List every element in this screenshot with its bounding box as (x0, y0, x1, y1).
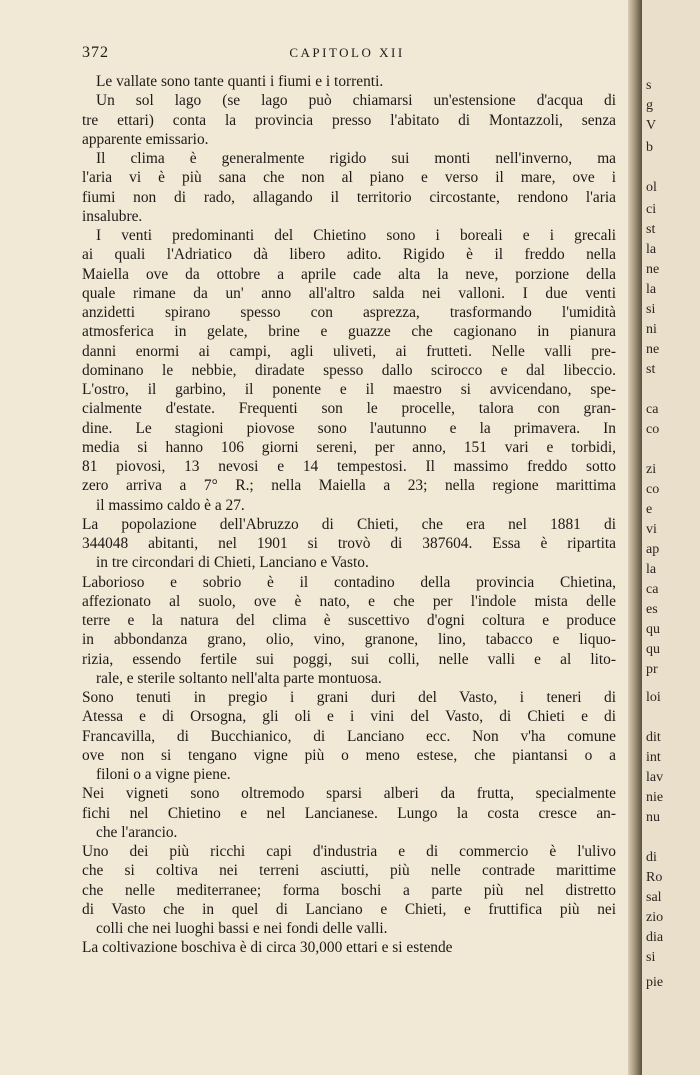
text-line: in abbondanza grano, olio, vino, granone, lino, tabacco e liquo- (82, 631, 616, 649)
facing-page-fragment: dit (646, 730, 661, 745)
text-line: che l'arancio. (96, 823, 178, 841)
facing-page-fragment: loi (646, 690, 661, 705)
facing-page-fragment: V (646, 118, 657, 133)
facing-page-fragment: si (646, 302, 656, 317)
facing-page-fragment: e (646, 502, 653, 517)
facing-page-fragment: Ro (646, 870, 663, 885)
text-line: il massimo caldo è a 27. (96, 496, 245, 514)
facing-page-fragment: st (646, 362, 656, 377)
text-line: dine. Le stagioni piovose sono l'autunno e la primavera. In (82, 419, 616, 437)
facing-page-fragment: s (646, 78, 652, 93)
facing-page-fragment: ca (646, 402, 659, 417)
text-line: in tre circondari di Chieti, Lanciano e Vasto. (96, 554, 369, 572)
text-line: quale rimane da un' anno all'altro salda nei valloni. I due venti (82, 284, 616, 302)
facing-page-fragment: di (646, 850, 657, 865)
facing-page-fragment: la (646, 242, 657, 257)
text-line: dominano le nebbie, diradate spesso dallo scirocco e dal libeccio. (82, 361, 616, 379)
text-line: l'aria vi è più sana che non al piano e verso il mare, ove i (82, 169, 616, 187)
text-line: Francavilla, di Bucchianico, di Lanciano ecc. Non v'ha comune (82, 727, 616, 745)
text-line: 344048 abitanti, nel 1901 si trovò di 387604. Essa è ripartita (82, 535, 616, 552)
text-line: danni enormi ai campi, agli uliveti, ai frutteti. Nelle valli pre- (82, 342, 616, 360)
facing-page-fragment: la (646, 282, 657, 297)
chapter-title: CAPITOLO XII (289, 45, 405, 60)
facing-page-fragment: dia (646, 930, 664, 945)
facing-page-fragment: la (646, 562, 657, 577)
facing-page-fragment: es (646, 602, 658, 617)
facing-page-fragment: co (646, 422, 660, 437)
text-line: La coltivazione boschiva è di circa 30,000 ettari e si estende (82, 939, 453, 957)
text-line: L'ostro, il garbino, il ponente e il maestro si avvicendano, spe- (82, 381, 616, 398)
running-head (82, 44, 612, 66)
text-line: fiumi non di rado, allagando il territorio circostante, rendono l'aria (82, 188, 616, 206)
text-line: insalubre. (82, 207, 143, 225)
facing-page-fragment: g (646, 98, 653, 113)
text-line: ove non si tengano vigne più o meno estese, che piantansi o a (82, 746, 616, 764)
facing-page-fragment: int (646, 750, 661, 765)
text-line: apparente emissario. (82, 130, 209, 148)
text-line: affezionato al suolo, ove è nato, e che per l'indole mista delle (82, 592, 616, 610)
text-line: ai quali l'Adriatico dà libero adito. Rigido è il freddo nella (82, 246, 616, 264)
facing-page-fragment: co (646, 482, 660, 497)
facing-page-fragment: zio (646, 910, 664, 925)
text-line: Atessa e di Orsogna, gli oli e i vini del Vasto, di Chieti e di (82, 708, 616, 726)
text-line: di Vasto che in quel di Lanciano e Chieti, e fruttifica più nei (82, 900, 616, 918)
facing-page-fragment: si (646, 950, 656, 965)
text-line: I venti predominanti del Chietino sono i boreali e i grecali (96, 227, 616, 244)
facing-page-fragment: st (646, 222, 656, 237)
text-line: Laborioso e sobrio è il contadino della provincia Chietina, (82, 573, 616, 591)
text-line: Uno dei più ricchi capi d'industria e di commercio è l'ulivo (82, 843, 616, 860)
text-line: La popolazione dell'Abruzzo di Chieti, che era nel 1881 di (82, 515, 616, 533)
facing-page-fragment: sal (646, 890, 662, 905)
text-line: rale, e sterile soltanto nell'alta parte montuosa. (96, 669, 382, 687)
facing-page-fragment: ca (646, 582, 659, 597)
text-line: anzidetti spirano spesso con asprezza, trasformando l'umidità (82, 304, 616, 321)
facing-page-fragment: vi (646, 522, 657, 537)
text-line: colli che nei luoghi bassi e nei fondi delle valli. (96, 920, 388, 937)
text-line: filoni o a vigne piene. (96, 766, 231, 783)
facing-page-fragment: pr (646, 662, 658, 677)
text-line: tre ettari) conta la provincia presso l'abitato di Montazzoli, senza (82, 111, 616, 129)
book-gutter (628, 0, 642, 1075)
facing-page-fragment: nu (646, 810, 660, 825)
text-line: 81 piovosi, 13 nevosi e 14 tempestosi. Il massimo freddo sotto (82, 458, 616, 475)
page-number: 372 (82, 44, 109, 61)
text-line: fichi nel Chietino e nel Lancianese. Lungo la costa cresce an- (82, 804, 616, 822)
text-line: rizia, essendo fertile sui poggi, sui colli, nelle valli e al lito- (82, 650, 616, 668)
body-text (82, 72, 616, 958)
facing-page-fragment: ap (646, 542, 660, 557)
facing-page-fragment: pie (646, 975, 664, 990)
facing-page-fragment: qu (646, 642, 660, 657)
text-line: Nei vigneti sono oltremodo sparsi alberi da frutta, specialmente (82, 785, 616, 803)
text-line: Le vallate sono tante quanti i fiumi e i torrenti. (96, 73, 384, 90)
facing-page-fragment: ne (646, 262, 660, 277)
facing-page-fragment: qu (646, 622, 660, 637)
text-line: Sono tenuti in pregio i grani duri del Vasto, i teneri di (82, 689, 616, 706)
facing-page-fragment: b (646, 140, 653, 155)
facing-page-edge (642, 0, 700, 1075)
facing-page-fragment: ol (646, 180, 657, 195)
text-line: Un sol lago (se lago può chiamarsi un'estensione d'acqua di (96, 92, 616, 110)
facing-page-fragment: ni (646, 322, 657, 337)
text-line: Il clima è generalmente rigido sui monti nell'inverno, ma (96, 150, 616, 167)
facing-page-fragment: ci (646, 202, 657, 217)
text-line: cialmente d'estate. Frequenti son le procelle, talora con gran- (82, 400, 616, 418)
text-line: media si hanno 106 giorni sereni, per anno, 151 vari e torbidi, (82, 438, 616, 456)
facing-page-fragment: ne (646, 342, 660, 357)
facing-page-fragment: nie (646, 790, 664, 805)
facing-page-fragment: zi (646, 462, 657, 477)
text-line: che nelle mediterranee; forma boschi a parte più nel distretto (82, 881, 616, 899)
text-line: terre e la natura del clima è suscettivo d'ogni coltura e produce (82, 612, 616, 629)
facing-page-fragment: lav (646, 770, 664, 785)
text-line: atmosferica in gelate, brine e guazze che cagionano in pianura (82, 323, 616, 341)
text-line: zero arriva a 7° R.; nella Maiella a 23; nella regione marittima (82, 477, 616, 495)
text-line: Maiella ove da ottobre a aprile cade alta la neve, porzione della (82, 265, 616, 283)
text-line: che si coltiva nei terreni asciutti, più nelle contrade marittime (82, 862, 616, 880)
